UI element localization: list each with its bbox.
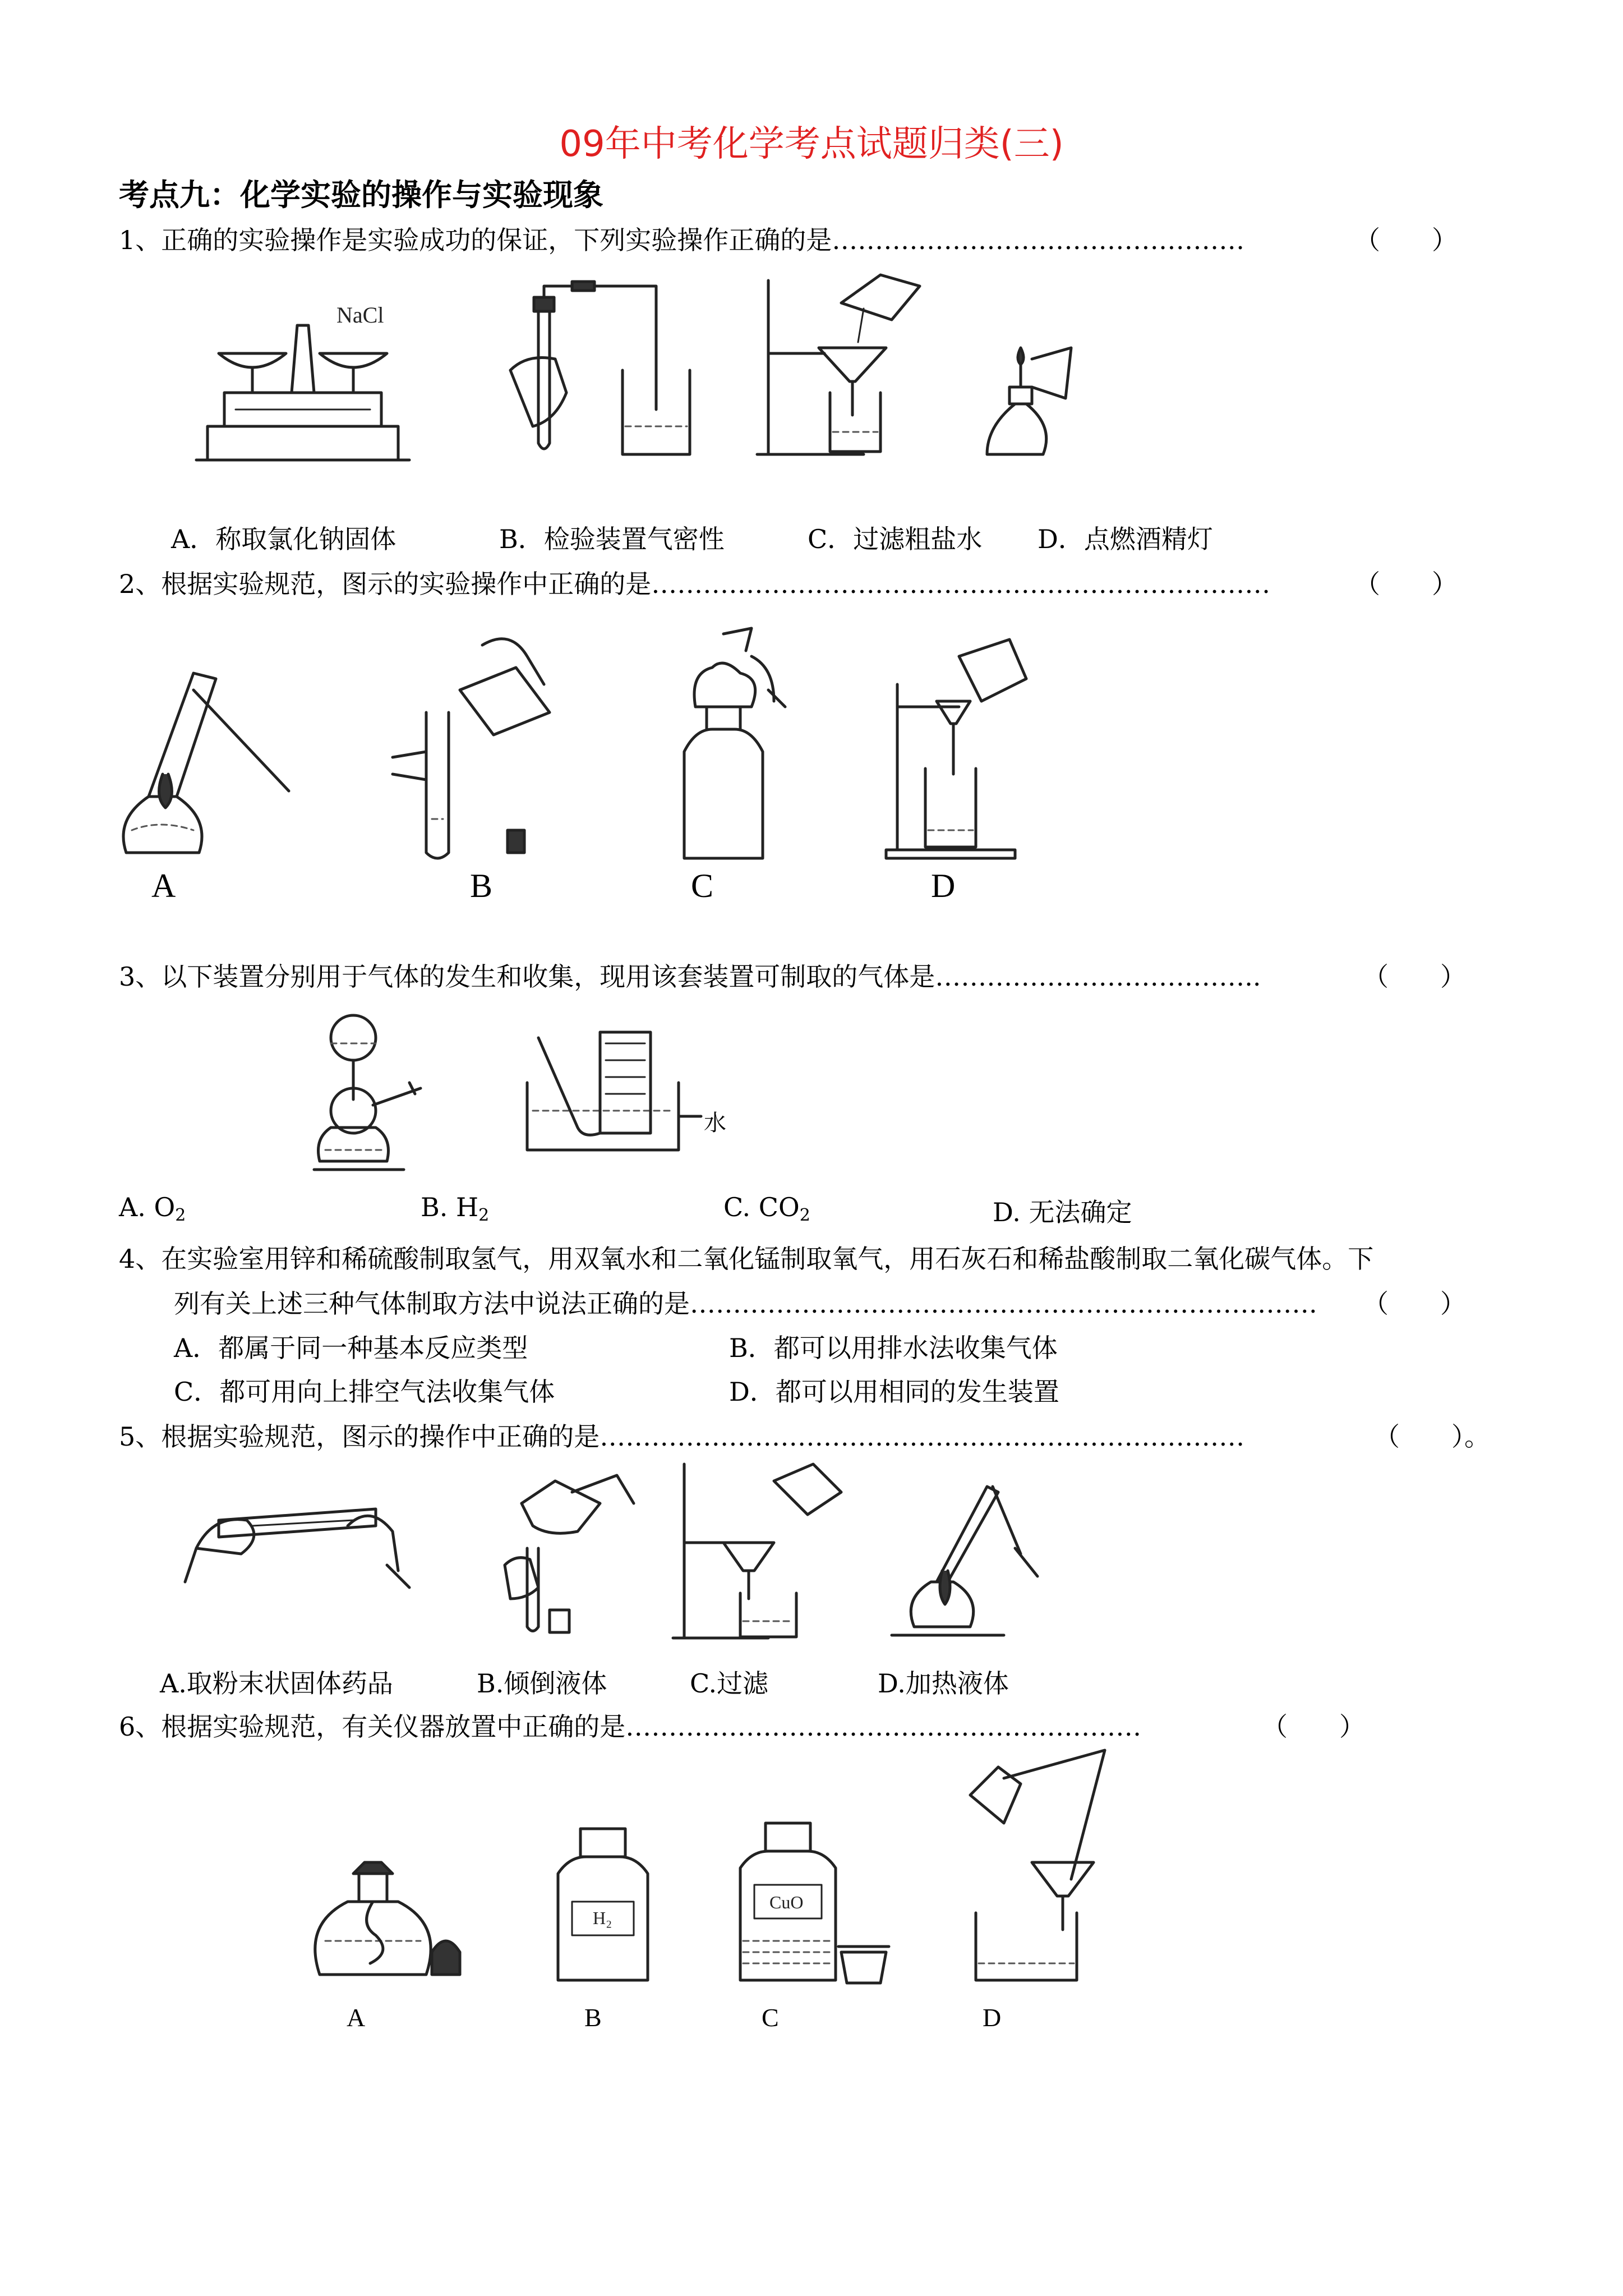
question-2-answer-blank: （ ） (1354, 569, 1458, 599)
question-6-stem: 6、根据实验规范，有关仪器放置中正确的是…………………………………………………… (119, 1711, 1142, 1742)
q5-d-heating-image (892, 1464, 1038, 1638)
q2-a-heating-image (115, 662, 300, 869)
question-3-answer-blank: （ ） (1363, 961, 1466, 992)
q1-option-b: B．检验装置气密性 (499, 524, 725, 554)
q1-filtration-image (751, 269, 965, 460)
q5-option-a: A.取粉末状固体药品 (160, 1668, 393, 1699)
q3-water-label: 水 (704, 1110, 726, 1136)
q5-a-powder-image (185, 1481, 409, 1593)
q3-option-b: B. $H_2$ (421, 1192, 490, 1225)
q6-c-bottle-image (729, 1812, 897, 1986)
section-heading: 考点九：化学实验的操作与实验现象 (119, 177, 603, 213)
page-title: 09年中考化学考点试题归类(三) (559, 123, 1064, 165)
q3-option-c: C. $CO_2$ (723, 1192, 810, 1225)
q2-d-filtration-image (886, 639, 1032, 864)
q2-b-pouring-image (381, 628, 572, 864)
svg-text:H₂: H₂ (593, 1908, 612, 1928)
question-4-answer-blank: （ ） (1363, 1289, 1466, 1319)
question-3-stem: 3、以下装置分别用于气体的发生和收集，现用该套装置可制取的气体是……………………………….. (119, 961, 1261, 992)
q4-option-c: C．都可用向上排空气法收集气体 (174, 1377, 555, 1407)
question-1-answer-blank: （ ） (1354, 225, 1458, 255)
question-5-answer-blank: （ ）。 (1374, 1421, 1490, 1452)
q1-option-d: D．点燃酒精灯 (1038, 524, 1213, 554)
q6-label-b: B (584, 2003, 602, 2032)
q2-label-b: B (470, 867, 493, 904)
question-1-stem: 1、正确的实验操作是实验成功的保证，下列实验操作正确的是………………………………………… (119, 225, 1245, 255)
q4-option-d: D．都可以用相同的发生装置 (729, 1377, 1059, 1407)
q6-d-filtration-image (965, 1745, 1110, 1986)
q2-label-d: D (931, 867, 956, 904)
q2-c-smelling-image (667, 623, 796, 864)
q5-c-filtration-image (673, 1458, 858, 1644)
q4-option-a: A．都属于同一种基本反应类型 (174, 1333, 528, 1363)
svg-text:NaCl: NaCl (336, 302, 384, 328)
question-4-stem-line1: 4、在实验室用锌和稀硫酸制取氢气，用双氧水和二氧化锰制取氧气，用石灰石和稀盐酸制取二氧化碳气体。下 (119, 1244, 1374, 1274)
q5-option-d: D.加热液体 (878, 1668, 1009, 1699)
q6-label-a: A (347, 2003, 366, 2032)
q6-label-c: C (762, 2003, 779, 2032)
question-5-stem: 5、根据实验规范，图示的操作中正确的是………………………………………………………………… (119, 1421, 1245, 1452)
q1-balance-image (185, 292, 421, 471)
question-6-answer-blank: （ ） (1262, 1711, 1365, 1742)
q2-label-a: A (151, 867, 176, 904)
question-4-stem-line2: 列有关上述三种气体制取方法中说法正确的是………………………………………………………………. (174, 1289, 1317, 1319)
q6-b-bottle-image (547, 1818, 659, 1986)
q2-label-c: C (691, 867, 714, 904)
q5-option-c: C.过滤 (690, 1668, 769, 1699)
q1-alcohol-lamp-image (976, 325, 1077, 460)
q6-label-d: D (983, 2003, 1002, 2032)
q1-option-a: A．称取氯化钠固体 (171, 524, 396, 554)
svg-text:CuO: CuO (769, 1892, 804, 1912)
q4-option-b: B．都可以用排水法收集气体 (729, 1333, 1058, 1363)
q5-b-pouring-image (482, 1458, 639, 1638)
q3-option-d: D. 无法确定 (993, 1197, 1132, 1227)
q1-airtightness-image (488, 275, 690, 460)
q6-a-lamp-image (314, 1840, 482, 1980)
q5-option-b: B.倾倒液体 (477, 1668, 607, 1699)
q1-option-c: C．过滤粗盐水 (808, 524, 983, 554)
q3-kipp-apparatus-image (308, 1010, 449, 1178)
q3-water-collection-image (522, 1027, 735, 1161)
question-2-stem: 2、根据实验规范，图示的实验操作中正确的是……………………………………………………………… (119, 569, 1271, 599)
q3-option-a: A. $O_2$ (119, 1192, 186, 1225)
